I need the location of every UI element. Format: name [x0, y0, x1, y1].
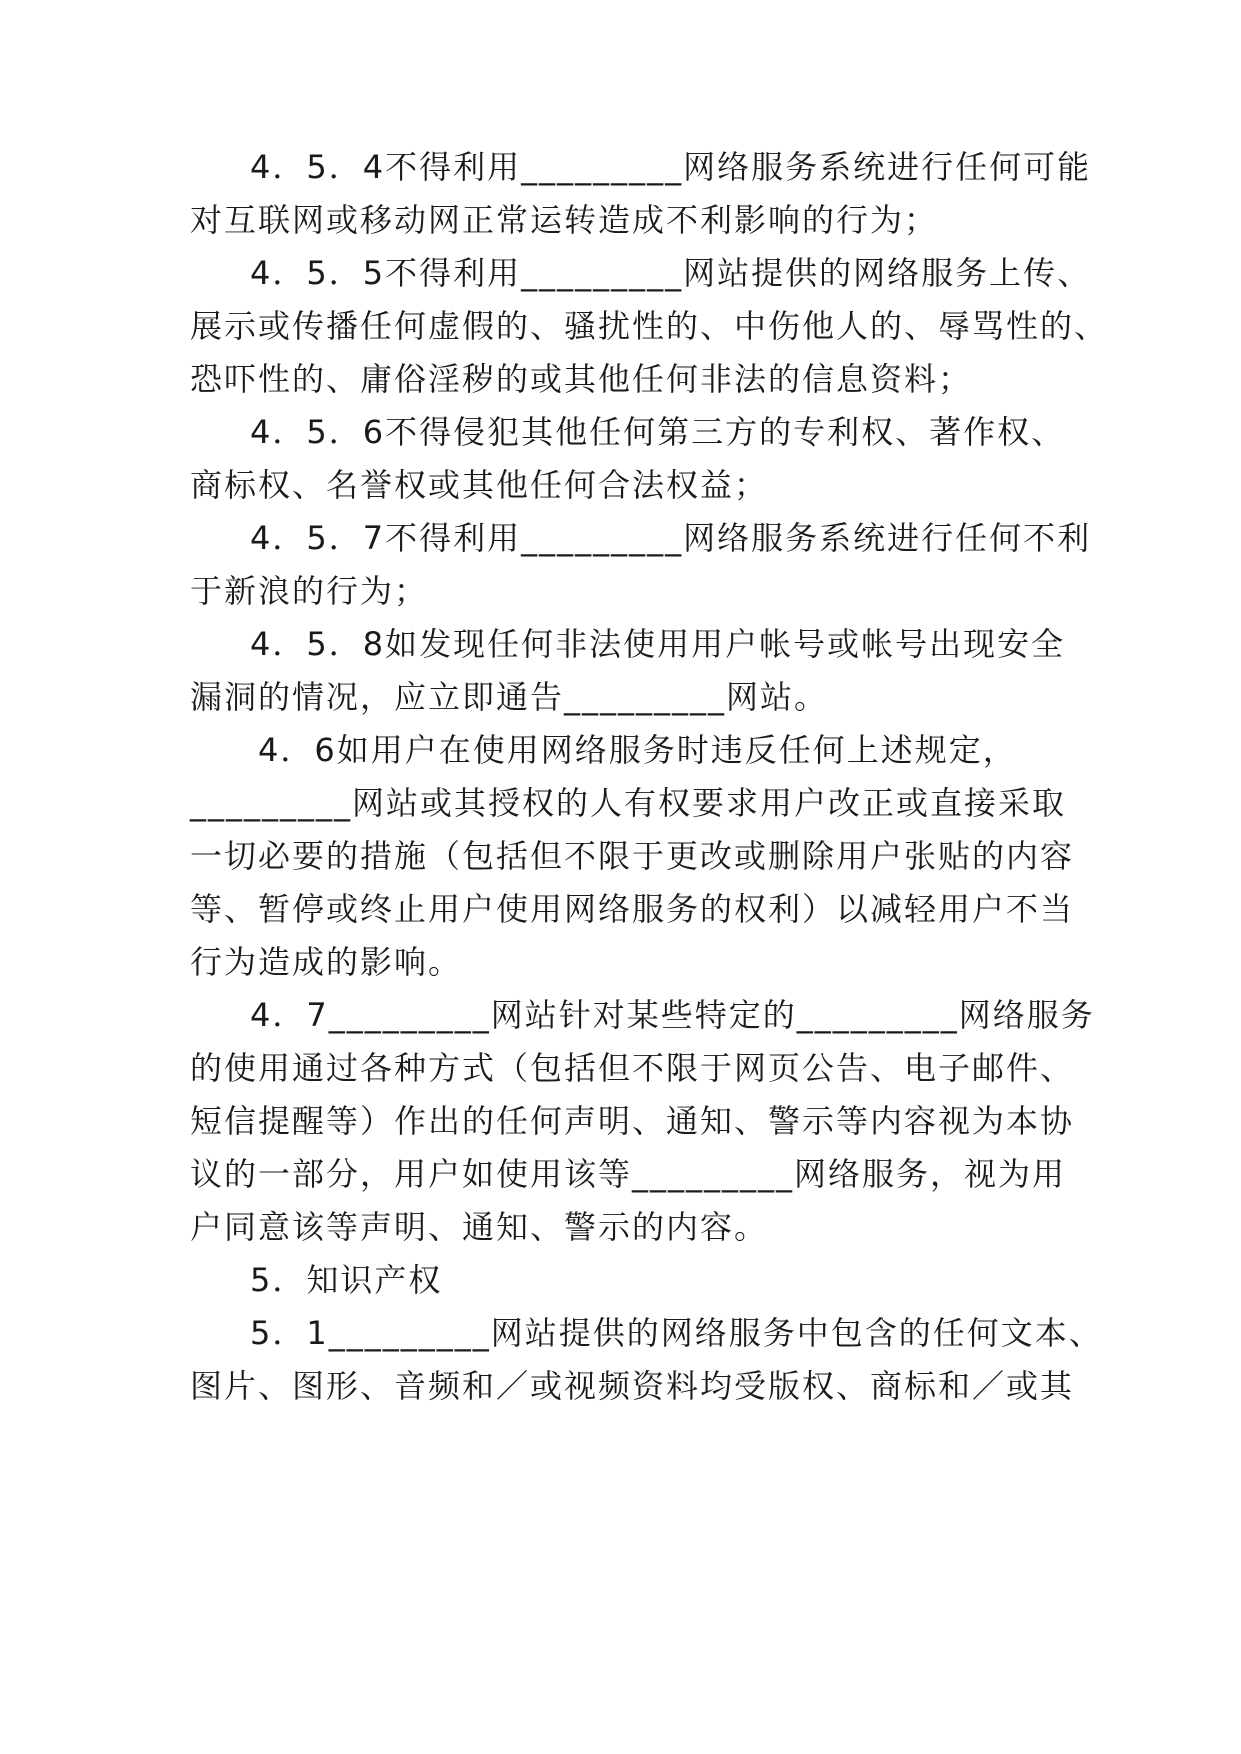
clause-4-7-line-4: 议的一部分，用户如使用该等_________网络服务，视为用 — [190, 1155, 1067, 1193]
clause-4-6-line-3: 一切必要的措施（包括但不限于更改或删除用户张贴的内容 — [190, 837, 1075, 875]
clause-4-5-5-line-1: 4．5．5不得利用_________网站提供的网络服务上传、 — [250, 254, 1092, 292]
clause-4-6-line-5: 行为造成的影响。 — [190, 943, 463, 981]
clause-4-5-8-line-1: 4．5．8如发现任何非法使用用户帐号或帐号出现安全 — [250, 625, 1066, 663]
clause-4-5-7-line-1: 4．5．7不得利用_________网络服务系统进行任何不利 — [250, 519, 1092, 557]
clause-5-1-line-2: 图片、图形、音频和／或视频资料均受版权、商标和／或其 — [190, 1367, 1075, 1405]
clause-4-7-line-3: 短信提醒等）作出的任何声明、通知、警示等内容视为本协 — [190, 1102, 1075, 1140]
clause-4-6-line-1: 4．6如用户在使用网络服务时违反任何上述规定， — [258, 731, 1017, 769]
clause-4-5-5-line-2: 展示或传播任何虚假的、骚扰性的、中伤他人的、辱骂性的、 — [190, 307, 1109, 345]
clause-4-5-6-line-1: 4．5．6不得侵犯其他任何第三方的专利权、著作权、 — [250, 413, 1066, 451]
clause-4-5-4-line-1: 4．5．4不得利用_________网络服务系统进行任何可能 — [250, 148, 1092, 186]
clause-4-5-5-line-3: 恐吓性的、庸俗淫秽的或其他任何非法的信息资料； — [190, 360, 973, 398]
clause-4-6-line-2: _________网站或其授权的人有权要求用户改正或直接采取 — [190, 784, 1067, 822]
clause-4-7-line-2: 的使用通过各种方式（包括但不限于网页公告、电子邮件、 — [190, 1049, 1075, 1087]
clause-4-7-line-1: 4．7_________网站针对某些特定的_________网络服务 — [250, 996, 1095, 1034]
clause-4-5-4-line-2: 对互联网或移动网正常运转造成不利影响的行为； — [190, 201, 939, 239]
clause-4-6-line-4: 等、暂停或终止用户使用网络服务的权利）以减轻用户不当 — [190, 890, 1075, 928]
clause-4-5-8-line-2: 漏洞的情况，应立即通告_________网站。 — [190, 678, 829, 716]
clause-4-5-7-line-2: 于新浪的行为； — [190, 572, 429, 610]
clause-5-1-line-1: 5．1_________网站提供的网络服务中包含的任何文本、 — [250, 1314, 1103, 1352]
clause-4-5-6-line-2: 商标权、名誉权或其他任何合法权益； — [190, 466, 769, 504]
clause-4-7-line-5: 户同意该等声明、通知、警示的内容。 — [190, 1208, 769, 1246]
section-5-heading: 5．知识产权 — [250, 1261, 443, 1299]
